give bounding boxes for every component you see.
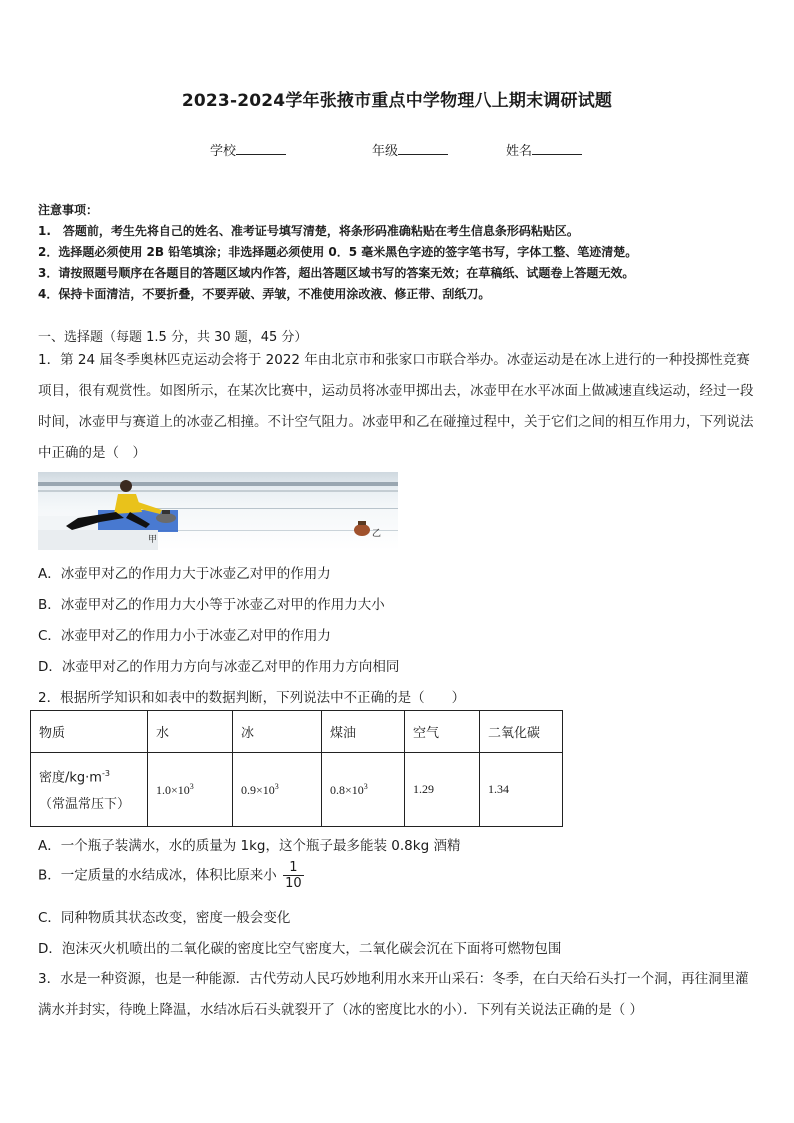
school-label: 学校 (210, 144, 237, 159)
notice-item: 3．请按照题号顺序在各题目的答题区域内作答，超出答题区域书写的答案无效；在草稿纸、试题卷上答题无效。 (38, 266, 635, 280)
q2-option-a: A．一个瓶子装满水，水的质量为 1kg，这个瓶子最多能装 0.8kg 酒精 (38, 838, 461, 854)
table-row (31, 753, 563, 827)
table-header-row (31, 711, 563, 753)
q1-option-d: D．冰壶甲对乙的作用力方向与冰壶乙对甲的作用力方向相同 (38, 659, 400, 675)
table-cell: $0.9\times 10^3$ (233, 753, 322, 827)
table-cell: $1.0\times 10^3$ (148, 753, 233, 827)
row-label-cell (31, 753, 148, 827)
notice-block (38, 200, 637, 305)
grade-label: 年级 (372, 144, 399, 159)
table-header-cell: 冰 (233, 711, 322, 753)
school-field (210, 140, 286, 159)
row-label-1: 密度/kg·m (39, 770, 102, 786)
fraction-numerator: 1 (283, 860, 304, 876)
table-cell: 1.34 (480, 753, 563, 827)
question-1-stem: 1．第 24 届冬季奥林匹克运动会将于 2022 年由北京市和张家口市联合举办。冰壶运动是在冰上进行的一种投掷性竞赛项目，很有观赏性。如图所示，在某次比赛中，运动员将冰壶甲掷出去，冰壶甲在水平冰面上做减速直线运动，经过一段时间，冰壶甲与赛道上的冰壶乙相撞。不计空气阻力。冰壶甲和乙在碰撞过程中，关于它们之间的相互作用力，下列说法中正确的是（ ） (38, 352, 754, 461)
q1-option-c: C．冰壶甲对乙的作用力小于冰壶乙对甲的作用力 (38, 628, 331, 644)
name-label: 姓名 (506, 144, 533, 159)
question-2-stem: 2．根据所学知识和如表中的数据判断，下列说法中不正确的是（ ） (38, 690, 466, 706)
label-yi: 乙 (372, 529, 382, 539)
q2-option-b (38, 860, 304, 891)
table-header-cell: 水 (148, 711, 233, 753)
table-header-cell: 物质 (31, 711, 148, 753)
label-jia: 甲 (148, 535, 158, 545)
name-field (506, 140, 582, 159)
fraction (283, 860, 304, 891)
table-header-cell: 二氧化碳 (480, 711, 563, 753)
q1-option-a: A．冰壶甲对乙的作用力大于冰壶乙对甲的作用力 (38, 566, 331, 582)
density-table (30, 710, 563, 827)
row-label-2: （常温常压下） (39, 796, 131, 812)
question-3-stem: 3．水是一种资源，也是一种能源．古代劳动人民巧妙地利用水来开山采石：冬季，在白天给石头打一个洞，再往洞里灌满水并封实，待晚上降温，水结冰后石头就裂开了（冰的密度比水的小）．下列有关说法正确的是（ ） (38, 971, 749, 1018)
fraction-denominator: 10 (285, 876, 302, 891)
notice-item: 2．选择题必须使用 2B 铅笔填涂；非选择题必须使用 0．5 毫米黑色字迹的签字笔书写，字体工整、笔迹清楚。 (38, 245, 638, 259)
name-blank[interactable] (532, 142, 582, 155)
q2-option-b-text: B．一定质量的水结成冰，体积比原来小 (38, 867, 277, 884)
school-blank[interactable] (236, 142, 286, 155)
q2-option-c: C．同种物质其状态改变，密度一般会变化 (38, 910, 291, 926)
table-header-cell: 空气 (405, 711, 480, 753)
page-title: 2023-2024学年张掖市重点中学物理八上期末调研试题 (181, 91, 613, 111)
grade-blank[interactable] (398, 142, 448, 155)
row-label-sup: -3 (101, 769, 110, 779)
notice-item: 1. 答题前，考生先将自己的姓名、准考证号填写清楚，将条形码准确粘贴在考生信息条形码粘贴区。 (38, 224, 579, 238)
section-heading: 一、选择题（每题 1.5 分，共 30 题，45 分） (38, 330, 308, 345)
curling-scene (38, 472, 398, 550)
grade-field (372, 140, 448, 159)
notice-item: 4．保持卡面清洁，不要折叠，不要弄破、弄皱，不准使用涂改液、修正带、刮纸刀。 (38, 287, 491, 301)
q1-option-b: B．冰壶甲对乙的作用力大小等于冰壶乙对甲的作用力大小 (38, 597, 385, 613)
q2-option-d: D．泡沫灭火机喷出的二氧化碳的密度比空气密度大，二氧化碳会沉在下面将可燃物包围 (38, 941, 562, 957)
table-cell: $0.8\times 10^3$ (322, 753, 405, 827)
curling-photo (38, 472, 398, 550)
notice-heading: 注意事项： (38, 203, 99, 217)
table-cell: 1.29 (405, 753, 480, 827)
table-header-cell: 煤油 (322, 711, 405, 753)
